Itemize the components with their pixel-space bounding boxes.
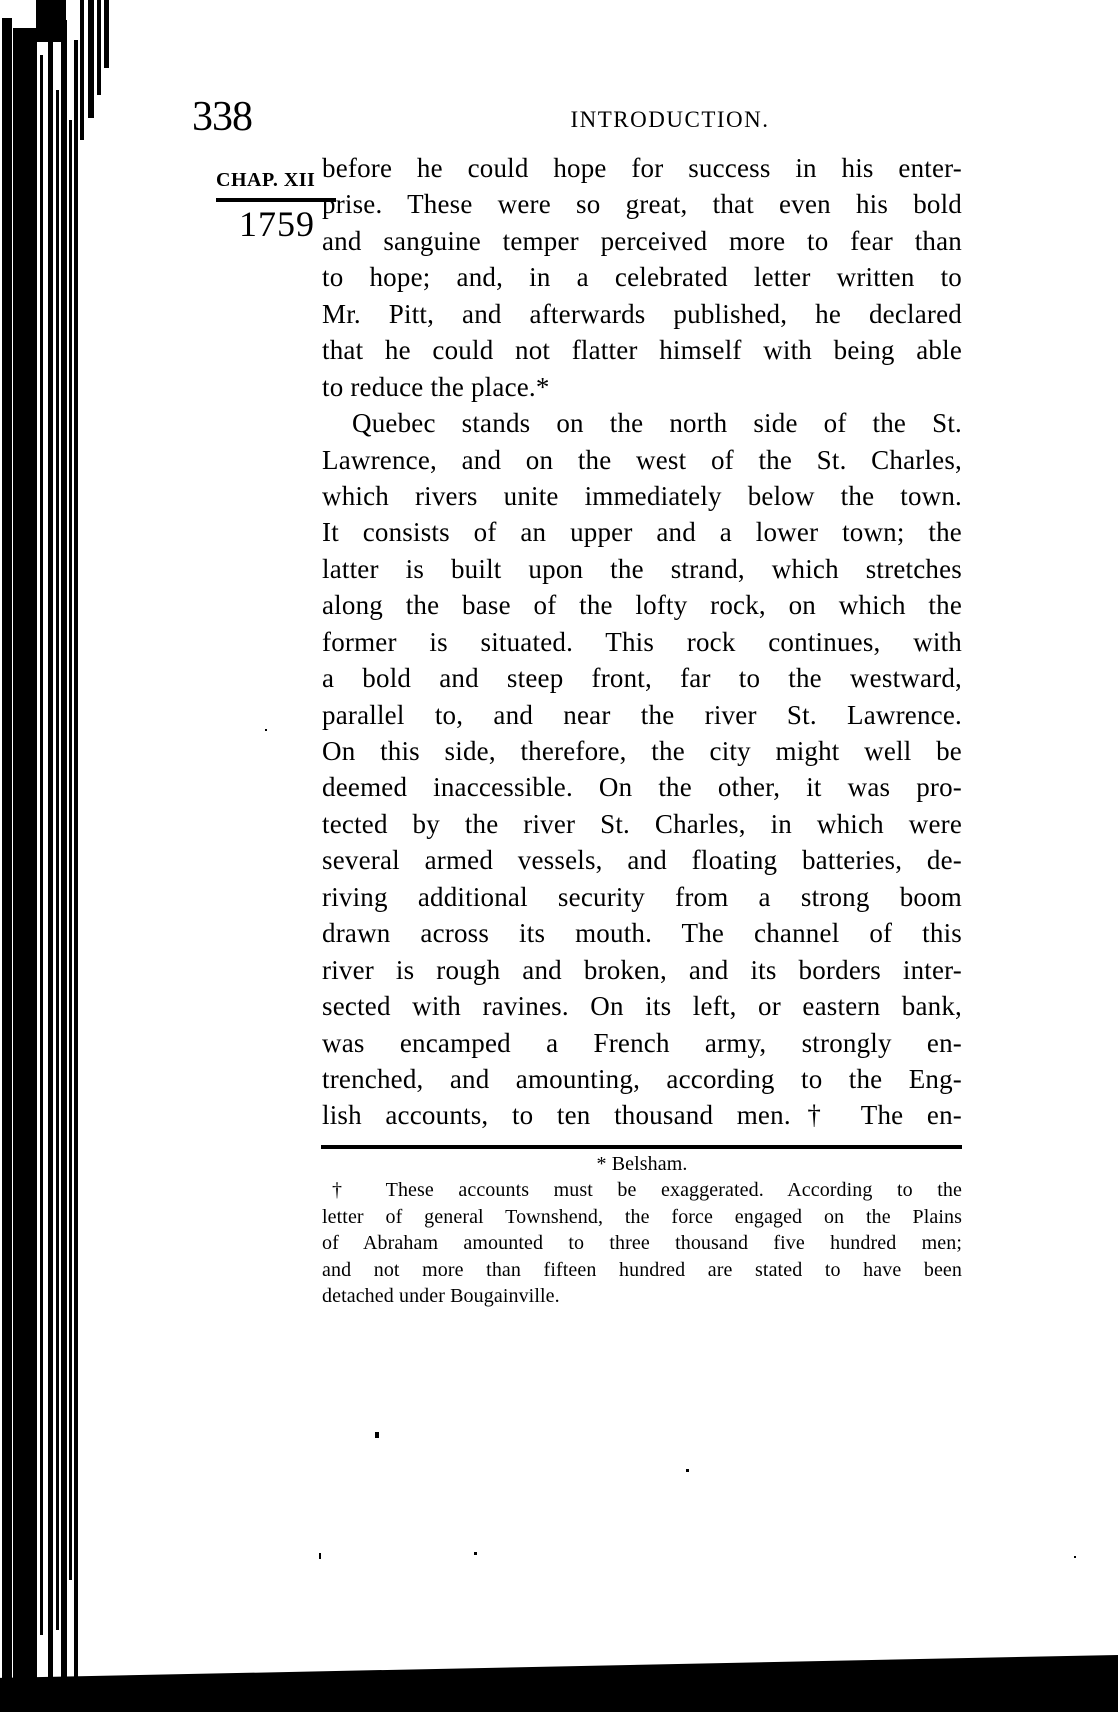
scan-speck bbox=[265, 729, 267, 731]
body-text-line: prise. These were so great, that even his bold bbox=[322, 189, 962, 220]
body-text-line: and sanguine temper perceived more to fear than bbox=[322, 225, 962, 256]
body-text-line: to hope; and, in a celebrated letter written to bbox=[322, 262, 962, 293]
body-text-line: latter is built upon the strand, which stretches bbox=[322, 553, 962, 584]
body-text-line: former is situated. This rock continues, with bbox=[322, 626, 962, 657]
footnote-line: † These accounts must be exaggerated. According to the bbox=[332, 1179, 962, 1202]
body-text-line: a bold and steep front, far to the westward, bbox=[322, 663, 962, 694]
footnote-belsham: * Belsham. bbox=[596, 1153, 688, 1175]
footnote-rule bbox=[321, 1145, 962, 1149]
body-text-line: Quebec stands on the north side of the St. bbox=[352, 408, 962, 439]
body-text-line: to reduce the place.* bbox=[322, 371, 550, 402]
margin-chapter-label: CHAP. XII bbox=[216, 169, 316, 191]
body-text-line: before he could hope for success in his enter- bbox=[322, 153, 962, 183]
footnote-line: detached under Bougainville. bbox=[322, 1284, 560, 1307]
body-text-line: On this side, therefore, the city might well be bbox=[322, 736, 962, 766]
scan-streak bbox=[74, 40, 78, 1680]
body-text-line: Lawrence, and on the west of the St. Charles, bbox=[322, 444, 962, 475]
body-text-line: sected with ravines. On its left, or eastern bank, bbox=[322, 991, 962, 1022]
scan-bottom-band bbox=[0, 1650, 1118, 1712]
scan-streak bbox=[88, 0, 94, 118]
footnote-dagger bbox=[322, 1177, 962, 1309]
scan-streak bbox=[40, 55, 43, 1635]
body-text-line: river is rough and broken, and its borders inter- bbox=[322, 954, 962, 985]
body-text-line: drawn across its mouth. The channel of this bbox=[322, 918, 962, 949]
footnotes bbox=[322, 1151, 962, 1309]
scan-speck bbox=[686, 1469, 689, 1472]
scan-streak bbox=[13, 28, 37, 1712]
body-text-line: was encamped a French army, strongly en- bbox=[322, 1027, 962, 1058]
body-text-line: parallel to, and near the river St. Lawrence. bbox=[322, 699, 962, 730]
page-number: 338 bbox=[192, 94, 252, 140]
body-text-line: tected by the river St. Charles, in which were bbox=[322, 808, 962, 839]
scan-streak bbox=[2, 18, 12, 1712]
scan-streak bbox=[56, 90, 59, 1630]
scan-speck bbox=[319, 1553, 321, 1559]
body-text-line: deemed inaccessible. On the other, it was pro- bbox=[322, 772, 962, 803]
body-text-line: It consists of an upper and a lower town; the bbox=[322, 517, 962, 548]
footnote-line: and not more than fifteen hundred are stated to have been bbox=[322, 1258, 962, 1281]
scan-streak bbox=[97, 0, 101, 95]
body-text-line: Mr. Pitt, and afterwards published, he declared bbox=[322, 298, 962, 329]
scan-streak bbox=[104, 0, 109, 68]
footnote-line: letter of general Townshend, the force engaged on the Plains bbox=[322, 1205, 962, 1228]
body-text-line: trenched, and amounting, according to the Eng- bbox=[322, 1063, 962, 1094]
margin-note bbox=[216, 170, 338, 242]
body-text-line: along the base of the lofty rock, on which the bbox=[322, 590, 962, 621]
body-text-line: that he could not flatter himself with being able bbox=[322, 335, 962, 366]
body-text-line: lish accounts, to ten thousand men.† The en- bbox=[322, 1100, 962, 1131]
footnote-line: of Abraham amounted to three thousand five hundred men; bbox=[322, 1232, 962, 1255]
scan-speck bbox=[1074, 1556, 1076, 1558]
body-text-line: which rivers unite immediately below the town. bbox=[322, 480, 962, 511]
body-text-line: several armed vessels, and floating batteries, de- bbox=[322, 845, 962, 876]
scan-speck bbox=[474, 1552, 477, 1555]
scan-streak bbox=[36, 0, 66, 42]
scan-speck bbox=[375, 1432, 379, 1438]
body-text bbox=[322, 150, 962, 1134]
body-text-line: riving additional security from a strong boom bbox=[322, 881, 962, 912]
scan-streak bbox=[69, 120, 72, 1580]
scan-streak bbox=[48, 30, 53, 1685]
running-header: INTRODUCTION. bbox=[570, 107, 770, 132]
margin-year-label: 1759 bbox=[239, 204, 315, 244]
scan-streak bbox=[61, 20, 67, 1692]
margin-rule bbox=[216, 198, 336, 202]
scan-streak bbox=[80, 0, 84, 140]
